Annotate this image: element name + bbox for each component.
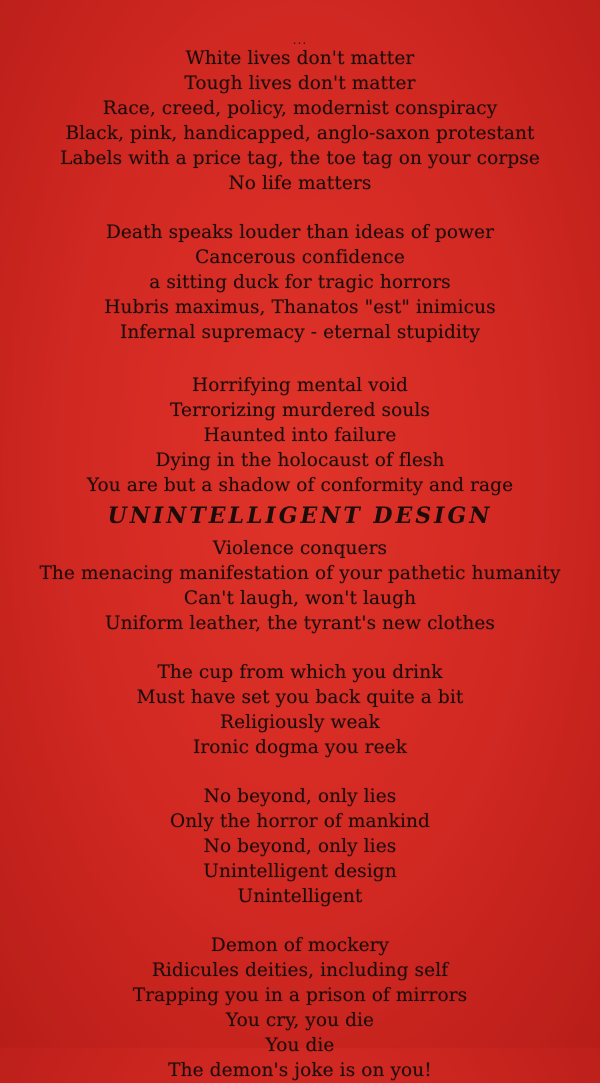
lyric-line: Must have set you back quite a bit bbox=[136, 687, 464, 708]
lyric-line: Can't laugh, won't laugh bbox=[183, 588, 417, 609]
lyric-line: Demon of mockery bbox=[210, 935, 390, 956]
lyric-line: Infernal supremacy - eternal stupidity bbox=[119, 322, 480, 343]
lyric-line: You cry, you die bbox=[225, 1010, 375, 1031]
stanza-5 bbox=[0, 660, 600, 760]
lyric-line: Race, creed, policy, modernist conspiracy bbox=[102, 98, 498, 119]
lyric-line: You are but a shadow of conformity and rage bbox=[86, 475, 514, 496]
lyric-line: Uniform leather, the tyrant's new clothes bbox=[104, 613, 496, 634]
stanza-1 bbox=[0, 46, 600, 196]
lyric-line: Unintelligent design bbox=[203, 861, 397, 882]
lyric-line: Unintelligent bbox=[237, 886, 363, 907]
lyric-line: No life matters bbox=[228, 173, 372, 194]
lyric-line: Tough lives don't matter bbox=[184, 73, 416, 94]
lyric-line: Dying in the holocaust of flesh bbox=[155, 450, 445, 471]
ornament: ... bbox=[292, 33, 308, 47]
lyric-line: You die bbox=[265, 1035, 335, 1056]
lyric-line: Only the horror of mankind bbox=[170, 811, 430, 832]
lyric-line: Death speaks louder than ideas of power bbox=[105, 222, 495, 243]
lyric-line: The cup from which you drink bbox=[157, 662, 443, 683]
stanza-6 bbox=[0, 784, 600, 909]
stanza-4 bbox=[0, 536, 600, 636]
lyric-line: Horrifying mental void bbox=[192, 375, 408, 396]
lyric-line: Hubris maximus, Thanatos "est" inimicus bbox=[104, 297, 496, 318]
lyric-line: Ironic dogma you reek bbox=[192, 737, 408, 758]
lyric-line: Labels with a price tag, the toe tag on your corpse bbox=[60, 148, 540, 169]
lyric-line: Ridicules deities, including self bbox=[151, 960, 449, 981]
lyric-line: No beyond, only lies bbox=[203, 836, 397, 857]
lyric-line: No beyond, only lies bbox=[203, 786, 397, 807]
lyric-line: Trapping you in a prison of mirrors bbox=[132, 985, 468, 1006]
lyric-line: Religiously weak bbox=[220, 712, 380, 733]
lyric-line: Black, pink, handicapped, anglo-saxon protestant bbox=[65, 123, 535, 144]
lyric-line: The demon's joke is on you! bbox=[168, 1060, 432, 1081]
stanza-3 bbox=[0, 373, 600, 498]
lyric-line: The menacing manifestation of your pathetic humanity bbox=[39, 563, 561, 584]
lyric-line: Violence conquers bbox=[212, 538, 388, 559]
lyric-line: a sitting duck for tragic horrors bbox=[149, 272, 451, 293]
lyric-line: Haunted into failure bbox=[203, 425, 397, 446]
lyric-line: White lives don't matter bbox=[185, 48, 415, 69]
stanza-2 bbox=[0, 220, 600, 345]
stanza-7 bbox=[0, 933, 600, 1083]
lyric-line: Cancerous confidence bbox=[195, 247, 405, 268]
song-title: UNINTELLIGENT DESIGN bbox=[107, 503, 493, 529]
lyric-line: Terrorizing murdered souls bbox=[170, 400, 430, 421]
